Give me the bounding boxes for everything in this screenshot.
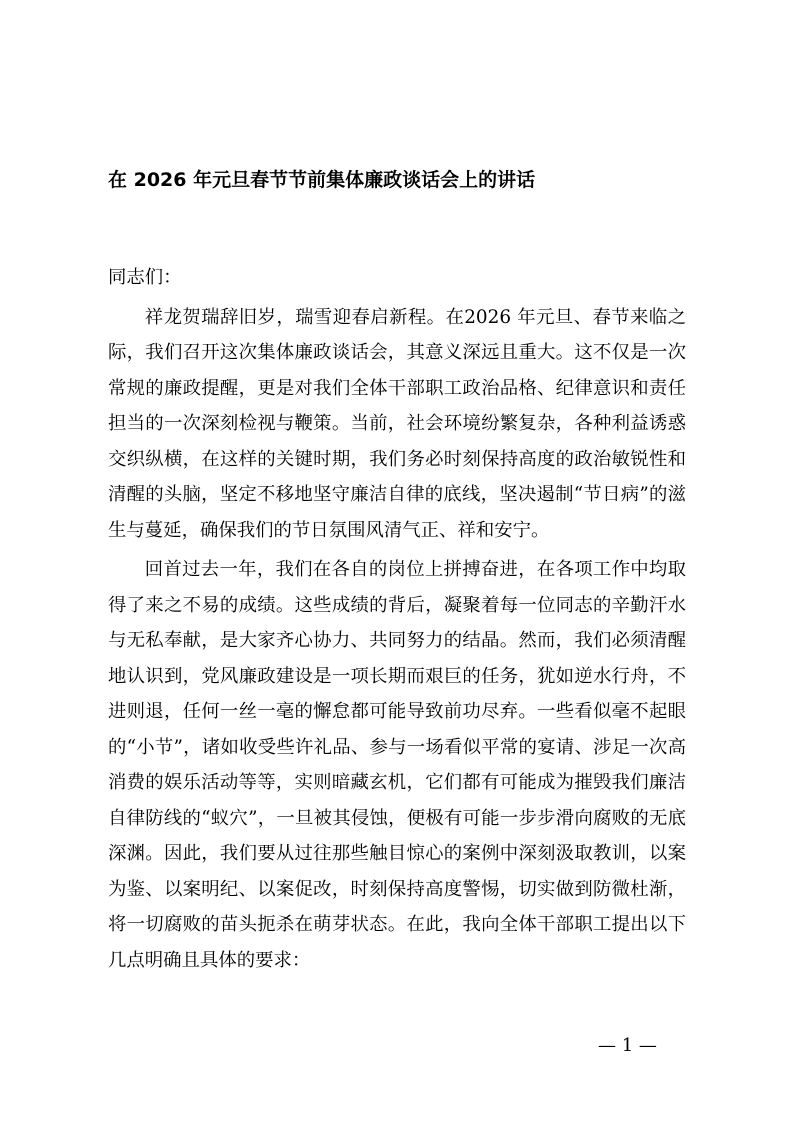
paragraph: 回首过去一年，我们在各自的岗位上拼搏奋进，在各项工作中均取得了来之不易的成绩。这些成绩的背后，凝聚着每一位同志的辛勤汗水与无私奉献，是大家齐心协力、共同努力的结晶。然而，我们必须清醒地认识到，党风廉政建设是一项长期而艰巨的任务，犹如逆水行舟，不进则退，任何一丝一毫的懈怠都可能导致前功尽弃。一些看似毫不起眼的“小节”，诸如收受些许礼品、参与一场看似平常的宴请、涉足一次高消费的娱乐活动等等，实则暗藏玄机，它们都有可能成为摧毁我们廉洁自律防线的“蚁穴”，一旦被其侵蚀，便极有可能一步步滑向腐败的无底深渊。因此，我们要从过往那些触目惊心的案例中深刻汲取教训，以案为鉴、以案明纪、以案促改，时刻保持高度警惕，切实做到防微杜渐，将一切腐败的苗头扼杀在萌芽状态。在此，我向全体干部职工提出以下几点明确且具体的要求：: [108, 559, 686, 971]
page-number: — 1 —: [598, 1035, 657, 1056]
document-body: [108, 260, 686, 982]
paragraph: 祥龙贺瑞辞旧岁，瑞雪迎春启新程。在2026 年元旦、春节来临之际，我们召开这次集体廉政谈话会，其意义深远且重大。这不仅是一次常规的廉政提醒，更是对我们全体干部职工政治品格、纪律意识和责任担当的一次深刻检视与鞭策。当前，社会环境纷繁复杂，各种利益诱惑交织纵横，在这样的关键时期，我们务必时刻保持高度的政治敏锐性和清醒的头脑，坚定不移地坚守廉洁自律的底线，坚决遏制“节日病”的滋生与蔓延，确保我们的节日氛围风清气正、祥和安宁。: [108, 306, 686, 541]
document-title: 在 2026 年元旦春节节前集体廉政谈话会上的讲话: [108, 169, 536, 191]
salutation: 同志们：: [108, 267, 182, 288]
